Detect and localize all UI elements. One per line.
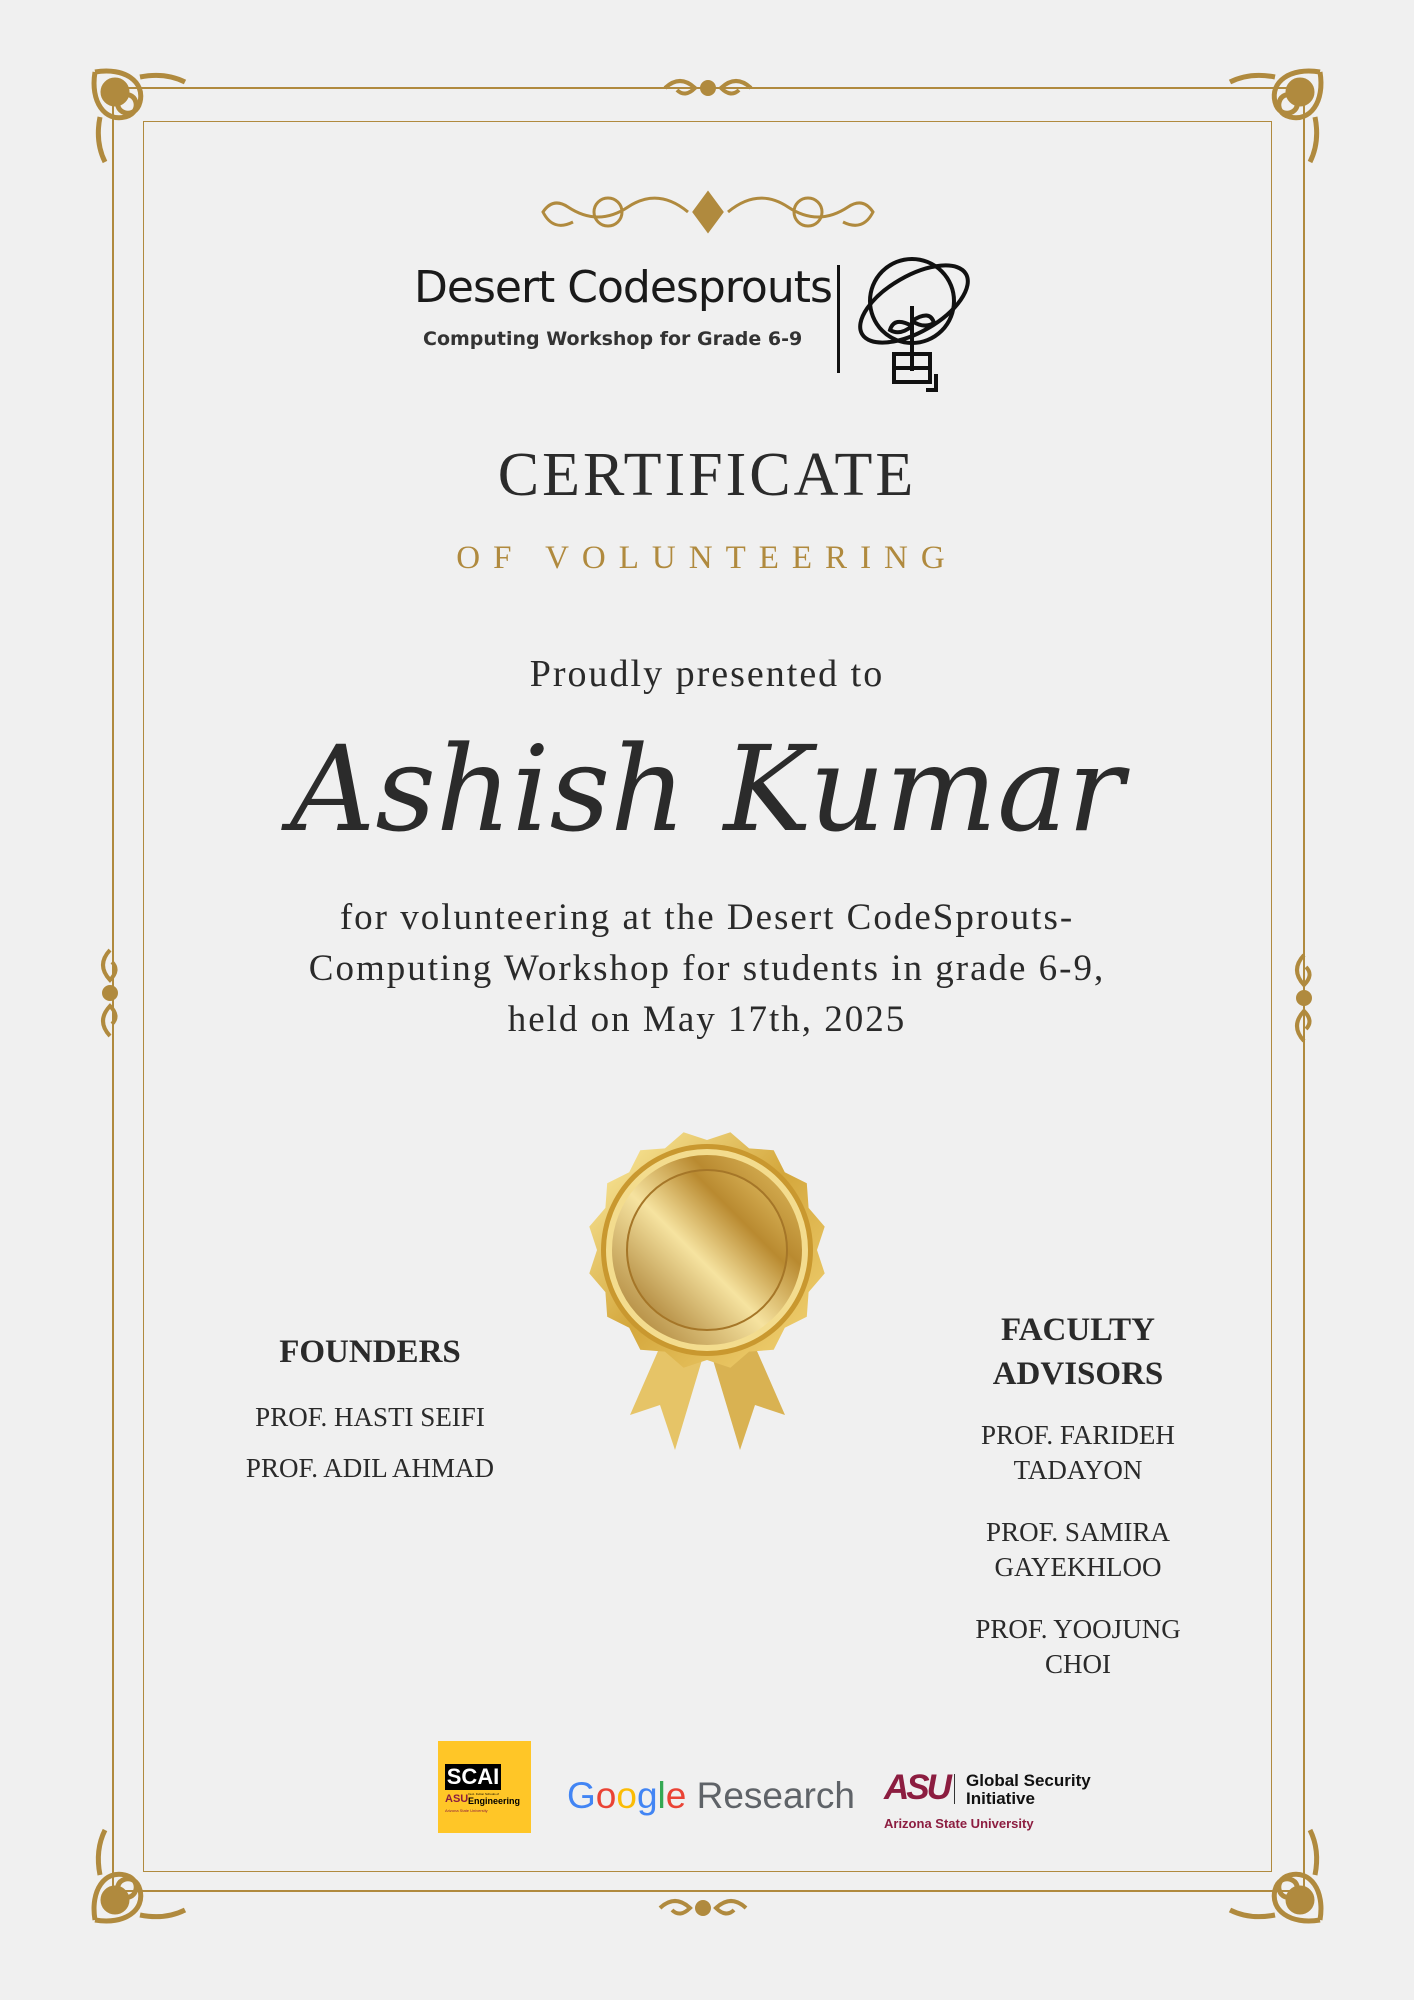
desert-codesprouts-logo bbox=[414, 262, 994, 397]
advisor-name-line: GAYEKHLOO bbox=[994, 1552, 1162, 1582]
advisor-name-line: TADAYON bbox=[1013, 1455, 1143, 1485]
edge-ornament-icon bbox=[660, 72, 756, 104]
corner-ornament-icon bbox=[1220, 1820, 1330, 1930]
asu-mark: ASU bbox=[884, 1768, 949, 1807]
advisor-name bbox=[918, 1515, 1238, 1585]
google-letter: G bbox=[567, 1775, 596, 1816]
google-letter: l bbox=[657, 1775, 666, 1816]
logo-subtitle: Computing Workshop for Grade 6-9 bbox=[423, 328, 803, 350]
google-letter: o bbox=[616, 1775, 637, 1816]
advisor-name bbox=[918, 1418, 1238, 1488]
google-letter: o bbox=[595, 1775, 617, 1816]
gsi-line2: Initiative bbox=[966, 1789, 1035, 1808]
advisor-name-line: PROF. FARIDEH bbox=[981, 1420, 1175, 1450]
certificate-body bbox=[0, 892, 1414, 1045]
scai-university: Arizona State University bbox=[445, 1808, 488, 1813]
gold-medal-icon bbox=[570, 1115, 845, 1455]
faculty-advisors-section bbox=[918, 1308, 1238, 1682]
edge-ornament-icon bbox=[655, 1892, 751, 1924]
corner-ornament-icon bbox=[1220, 62, 1330, 172]
advisor-name-line: CHOI bbox=[1045, 1649, 1111, 1679]
founder-name: PROF. HASTI SEIFI bbox=[255, 1402, 485, 1432]
google-research-text: Research bbox=[696, 1775, 855, 1816]
corner-ornament-icon bbox=[85, 62, 195, 172]
advisors-heading bbox=[918, 1308, 1238, 1396]
google-letter: e bbox=[665, 1775, 687, 1816]
gsi-university: Arizona State University bbox=[884, 1816, 1034, 1831]
body-line: Computing Workshop for students in grade 6-9, bbox=[308, 948, 1106, 989]
certificate-subtitle: OF VOLUNTEERING bbox=[456, 540, 958, 576]
founders-heading: FOUNDERS bbox=[279, 1334, 461, 1370]
scai-engineering: Engineering bbox=[468, 1796, 521, 1806]
founder-name: PROF. ADIL AHMAD bbox=[245, 1453, 495, 1483]
logo-title: Desert Codesprouts bbox=[414, 262, 832, 313]
advisor-name bbox=[918, 1612, 1238, 1682]
body-line: for volunteering at the Desert CodeSprouts- bbox=[339, 897, 1075, 938]
lightbulb-planet-sprout-icon bbox=[852, 246, 982, 396]
advisor-name-line: PROF. YOOJUNG bbox=[975, 1614, 1181, 1644]
asu-gsi-logo bbox=[884, 1768, 1114, 1832]
body-line: held on May 17th, 2025 bbox=[507, 999, 907, 1040]
gsi-line1: Global Security bbox=[966, 1771, 1091, 1790]
logo-divider bbox=[837, 265, 840, 373]
google-letter: g bbox=[636, 1775, 658, 1816]
advisors-heading-line: FACULTY bbox=[1000, 1312, 1156, 1348]
scai-small-text: Ira A. Fulton Schools of bbox=[468, 1792, 500, 1796]
recipient-name: Ashish Kumar bbox=[290, 720, 1124, 858]
founders-section bbox=[200, 1330, 540, 1486]
advisor-name-line: PROF. SAMIRA bbox=[986, 1517, 1170, 1547]
gsi-divider bbox=[954, 1774, 955, 1804]
scai-asu-mark: ASU bbox=[445, 1793, 469, 1805]
presented-to-text: Proudly presented to bbox=[529, 653, 885, 695]
scai-label: SCAI bbox=[446, 1764, 500, 1789]
google-research-logo bbox=[567, 1775, 855, 1817]
certificate-title: CERTIFICATE bbox=[497, 441, 917, 509]
scai-logo bbox=[438, 1741, 531, 1833]
flourish-ornament-icon bbox=[538, 185, 878, 239]
advisors-heading-line: ADVISORS bbox=[992, 1356, 1164, 1392]
corner-ornament-icon bbox=[85, 1820, 195, 1930]
